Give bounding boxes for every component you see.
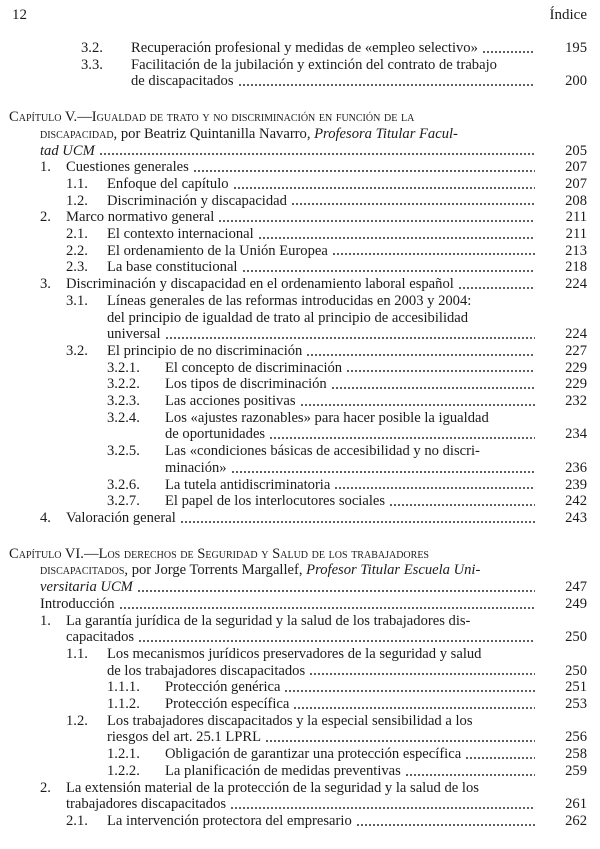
toc-entry[interactable] xyxy=(0,713,600,746)
chapter-v-heading[interactable] xyxy=(0,109,600,159)
entry-body xyxy=(107,243,587,260)
entry-title-last-line xyxy=(66,276,587,293)
entry-title: Discriminación y discapacidad en el ordenamiento laboral español xyxy=(66,276,454,293)
entry-title: Cuestiones generales xyxy=(66,159,189,176)
entry-number: 1.1. xyxy=(66,645,88,662)
entry-body xyxy=(66,510,587,527)
toc-entry[interactable] xyxy=(0,443,600,476)
entry-title-line: Facilitación de la jubilación y extinción del contrato de trabajo xyxy=(131,56,497,73)
chapter-title: Capítulo V.—Igualdad de trato y no discriminación en función de la xyxy=(9,109,415,126)
chapter-last-line xyxy=(9,143,587,160)
entry-title-last-line xyxy=(66,209,587,226)
dot-leader xyxy=(119,598,535,610)
chapter-author-role-continued: versitaria UCM xyxy=(40,579,133,596)
previous-chapter-tail xyxy=(0,40,600,90)
entry-title: de discapacitados xyxy=(131,73,234,90)
entry-page: 227 xyxy=(565,342,587,359)
chapter-author: , por Beatriz Quintanilla Navarro, xyxy=(113,125,315,142)
entry-title-last-line xyxy=(107,326,587,343)
entry-title-last-line xyxy=(107,193,587,210)
dot-leader xyxy=(293,698,535,710)
entry-title-line: La garantía jurídica de la seguridad y la salud de los trabajadores dis- xyxy=(66,612,471,629)
entry-title-last-line xyxy=(107,813,587,830)
entry-body xyxy=(165,393,587,410)
entry-page: 200 xyxy=(565,73,587,90)
toc-entry[interactable] xyxy=(0,226,600,243)
dot-leader xyxy=(231,462,535,474)
entry-body xyxy=(107,713,587,746)
entry-title-last-line xyxy=(107,176,587,193)
chapter-title-line xyxy=(9,109,587,126)
entry-number: 1.2. xyxy=(66,192,88,209)
entry-page: 236 xyxy=(565,459,587,476)
entry-page: 243 xyxy=(565,509,587,526)
entry-title-line: Líneas generales de las reformas introducidas en 2003 y 2004: xyxy=(107,292,472,309)
dot-leader xyxy=(389,495,535,507)
entry-title-last-line xyxy=(107,343,587,360)
entry-title-last-line xyxy=(131,73,587,90)
entry-title: El papel de los interlocutores sociales xyxy=(165,493,386,510)
toc-entry[interactable] xyxy=(0,510,600,527)
entry-page: 224 xyxy=(565,276,587,293)
entry-number: 1.1.1. xyxy=(107,679,140,696)
entry-title: trabajadores discapacitados xyxy=(66,796,227,813)
dot-leader xyxy=(218,211,535,223)
entry-body xyxy=(40,596,587,613)
entry-title-last-line xyxy=(40,596,587,613)
chapter-author-role-continued: tad UCM xyxy=(40,142,95,159)
entry-body xyxy=(107,293,587,343)
entry-title-last-line xyxy=(107,663,587,680)
entry-body xyxy=(165,410,587,443)
toc-entry[interactable] xyxy=(0,293,600,343)
entry-body xyxy=(66,780,587,813)
entry-title: Discriminación y discapacidad xyxy=(107,192,287,209)
entry-title: de oportunidades xyxy=(165,426,266,443)
entry-number: 2. xyxy=(40,779,51,796)
entry-number: 3.2.7. xyxy=(107,493,140,510)
toc-entry[interactable] xyxy=(0,376,600,393)
entry-number: 1. xyxy=(40,612,51,629)
toc-entry[interactable] xyxy=(0,343,600,360)
chapter-title-line xyxy=(9,546,587,563)
dot-leader xyxy=(291,194,535,206)
entry-title: El contexto internacional xyxy=(107,226,254,243)
entry-title: Recuperación profesional y medidas de «empleo selectivo» xyxy=(131,40,478,56)
entry-body xyxy=(165,443,587,476)
dot-leader xyxy=(306,345,535,357)
entry-number: 3.1. xyxy=(66,292,88,309)
entry-title: La tutela antidiscriminatoria xyxy=(165,476,331,493)
entry-title-last-line xyxy=(131,40,587,57)
dot-leader xyxy=(138,631,535,643)
dot-leader xyxy=(309,664,535,676)
toc-entry[interactable] xyxy=(0,763,600,780)
chapter-leader-line xyxy=(40,579,587,596)
entry-number: 4. xyxy=(40,509,51,526)
toc-entry[interactable] xyxy=(0,613,600,646)
chapter-author-line xyxy=(9,126,587,143)
entry-body xyxy=(165,493,587,510)
chapter-title-continued: discapacidad xyxy=(40,125,114,142)
dot-leader xyxy=(238,75,535,87)
entry-page: 229 xyxy=(565,376,587,393)
toc-entry[interactable] xyxy=(0,40,600,57)
entry-body xyxy=(165,746,587,763)
chapter-vi-entries xyxy=(0,596,600,830)
entry-body xyxy=(131,57,587,90)
toc-entry[interactable] xyxy=(0,209,600,226)
entry-title: Enfoque del capítulo xyxy=(107,175,229,192)
entry-title: La intervención protectora del empresario xyxy=(107,812,352,829)
entry-body xyxy=(107,646,587,679)
chapter-last-line xyxy=(9,579,587,596)
entry-title-last-line xyxy=(107,243,587,260)
toc-entry[interactable] xyxy=(0,679,600,696)
entry-title-last-line xyxy=(165,376,587,393)
chapter-author-role: Profesor Titular Escuela Uni- xyxy=(306,562,481,579)
entry-title: capacitados xyxy=(66,629,135,646)
dot-leader xyxy=(331,378,535,390)
entry-title-last-line xyxy=(165,763,587,780)
entry-page: 251 xyxy=(565,679,587,696)
entry-title: Las acciones positivas xyxy=(165,393,296,410)
entry-title: Obligación de garantizar una protección específica xyxy=(165,746,462,763)
toc-entry[interactable] xyxy=(0,410,600,443)
dot-leader xyxy=(300,395,536,407)
dot-leader xyxy=(137,581,535,593)
toc-entry[interactable] xyxy=(0,159,600,176)
chapter-vi-heading[interactable] xyxy=(0,546,600,596)
dot-leader xyxy=(165,328,536,340)
toc-entry[interactable] xyxy=(0,493,600,510)
entry-title: universal xyxy=(107,326,161,343)
dot-leader xyxy=(193,161,535,173)
toc-entry[interactable] xyxy=(0,243,600,260)
dot-leader xyxy=(233,178,535,190)
entry-body xyxy=(107,193,587,210)
chapter-page: 205 xyxy=(565,142,587,159)
entry-number: 3.2. xyxy=(66,342,88,359)
entry-number: 3.2.4. xyxy=(107,409,140,426)
entry-title: riesgos del art. 25.1 LPRL xyxy=(107,729,262,746)
entry-number: 3.2.6. xyxy=(107,476,140,493)
entry-title-last-line xyxy=(165,679,587,696)
dot-leader xyxy=(356,815,535,827)
dot-leader xyxy=(230,798,535,810)
entry-title-last-line xyxy=(107,226,587,243)
entry-title-line: La extensión material de la protección de la seguridad y la salud de los xyxy=(66,779,479,796)
entry-number: 1.2.2. xyxy=(107,762,140,779)
entry-page: 213 xyxy=(565,242,587,259)
entry-body xyxy=(66,276,587,293)
dot-leader xyxy=(265,731,535,743)
entry-page: 261 xyxy=(565,796,587,813)
entry-number: 3.2.3. xyxy=(107,393,140,410)
dot-leader xyxy=(458,278,535,290)
dot-leader xyxy=(332,244,535,256)
entry-number: 1.2. xyxy=(66,712,88,729)
entry-page: 218 xyxy=(565,259,587,276)
entry-number: 2. xyxy=(40,209,51,226)
entry-number: 1.1. xyxy=(66,175,88,192)
entry-body xyxy=(165,696,587,713)
chapter-author-line xyxy=(9,562,587,579)
entry-body xyxy=(107,259,587,276)
entry-number: 3.2.5. xyxy=(107,443,140,460)
entry-page: 211 xyxy=(565,226,587,243)
entry-body xyxy=(107,176,587,193)
entry-page: 253 xyxy=(565,696,587,713)
entry-page: 232 xyxy=(565,393,587,410)
entry-title: de los trabajadores discapacitados xyxy=(107,662,306,679)
running-head xyxy=(12,6,587,24)
entry-title: El ordenamiento de la Unión Europea xyxy=(107,242,328,259)
entry-number: 2.2. xyxy=(66,242,88,259)
entry-title-line: Los mecanismos jurídicos preservadores de la seguridad y salud xyxy=(107,645,482,662)
entry-title: Los tipos de discriminación xyxy=(165,376,327,393)
entry-body xyxy=(107,813,587,830)
toc-entry[interactable] xyxy=(0,393,600,410)
entry-title-line: Las «condiciones básicas de accesibilidad y no discri- xyxy=(165,443,480,460)
entry-page: 234 xyxy=(565,426,587,443)
entry-number: 1.1.2. xyxy=(107,696,140,713)
entry-number: 2.1. xyxy=(66,812,88,829)
entry-page: 207 xyxy=(565,159,587,176)
chapter-v-entries xyxy=(0,159,600,526)
dot-leader xyxy=(482,42,535,54)
dot-leader xyxy=(258,228,535,240)
entry-title-last-line xyxy=(165,460,587,477)
chapter-author: , por Jorge Torrents Margallef, xyxy=(124,562,307,579)
toc-entry[interactable] xyxy=(0,360,600,377)
entry-number: 1.2.1. xyxy=(107,746,140,763)
entry-title-last-line xyxy=(66,629,587,646)
entry-body xyxy=(165,763,587,780)
entry-title: La base constitucional xyxy=(107,259,238,276)
dot-leader xyxy=(465,748,535,760)
entry-body xyxy=(165,477,587,494)
entry-page: 242 xyxy=(565,493,587,510)
entry-body xyxy=(66,613,587,646)
entry-number: 3.2. xyxy=(81,40,103,56)
entry-body xyxy=(107,343,587,360)
entry-page: 207 xyxy=(565,175,587,192)
toc-entry[interactable] xyxy=(0,646,600,679)
chapter-title-continued: discapacitados xyxy=(40,562,125,579)
dot-leader xyxy=(284,681,535,693)
entry-title-last-line xyxy=(107,729,587,746)
dot-leader xyxy=(346,361,535,373)
page-number: 12 xyxy=(12,7,27,23)
entry-title: Valoración general xyxy=(66,509,176,526)
toc-entry[interactable] xyxy=(0,813,600,830)
entry-title: Protección genérica xyxy=(165,679,281,696)
entry-title: El concepto de discriminación xyxy=(165,359,343,376)
toc-entry[interactable] xyxy=(0,696,600,713)
entry-title: minación» xyxy=(165,459,227,476)
entry-page: 208 xyxy=(565,192,587,209)
entry-title-last-line xyxy=(107,259,587,276)
chapter-page: 247 xyxy=(565,579,587,596)
entry-page: 256 xyxy=(565,729,587,746)
entry-title: Marco normativo general xyxy=(66,209,215,226)
toc-entry[interactable] xyxy=(0,276,600,293)
entry-number: 3.2.2. xyxy=(107,376,140,393)
entry-body xyxy=(165,360,587,377)
entry-title-last-line xyxy=(165,746,587,763)
entry-page: 250 xyxy=(565,629,587,646)
entry-title-last-line xyxy=(66,159,587,176)
toc-entry[interactable] xyxy=(0,176,600,193)
table-of-contents xyxy=(0,40,600,830)
dot-leader xyxy=(269,428,535,440)
entry-page: 262 xyxy=(565,812,587,829)
chapter-leader-line xyxy=(40,143,587,160)
entry-title: Introducción xyxy=(40,595,115,612)
toc-entry[interactable] xyxy=(0,596,600,613)
dot-leader xyxy=(99,144,535,156)
entry-title-last-line xyxy=(165,426,587,443)
entry-page: 195 xyxy=(565,40,587,56)
entry-page: 250 xyxy=(565,662,587,679)
entry-title-line: Los trabajadores discapacitados y la especial sensibilidad a los xyxy=(107,712,473,729)
entry-number: 3.3. xyxy=(81,56,103,73)
toc-entry[interactable] xyxy=(0,57,600,90)
running-title: Índice xyxy=(549,7,587,23)
toc-entry[interactable] xyxy=(0,193,600,210)
entry-number: 1. xyxy=(40,159,51,176)
entry-title-line: Los «ajustes razonables» para hacer posible la igualdad xyxy=(165,409,489,426)
dot-leader xyxy=(242,261,536,273)
toc-entry[interactable] xyxy=(0,746,600,763)
entry-body xyxy=(66,159,587,176)
chapter-title: Capítulo VI.—Los derechos de Seguridad y Salud de los trabajadores xyxy=(9,545,429,562)
entry-title: La planificación de medidas preventivas xyxy=(165,762,401,779)
entry-body xyxy=(66,209,587,226)
entry-page: 239 xyxy=(565,476,587,493)
entry-page: 211 xyxy=(565,209,587,226)
entry-title-last-line xyxy=(66,796,587,813)
entry-body xyxy=(131,40,587,57)
entry-body xyxy=(165,376,587,393)
toc-entry[interactable] xyxy=(0,477,600,494)
dot-leader xyxy=(334,478,535,490)
entry-title-line: del principio de igualdad de trato al principio de accesibilidad xyxy=(107,309,469,326)
entry-number: 2.1. xyxy=(66,226,88,243)
entry-number: 3.2.1. xyxy=(107,359,140,376)
entry-title-last-line xyxy=(165,393,587,410)
entry-page: 259 xyxy=(565,762,587,779)
entry-page: 249 xyxy=(565,595,587,612)
entry-title: Protección específica xyxy=(165,696,290,713)
entry-body xyxy=(165,679,587,696)
entry-title-last-line xyxy=(66,510,587,527)
entry-title: El principio de no discriminación xyxy=(107,342,303,359)
entry-title-last-line xyxy=(165,696,587,713)
toc-entry[interactable] xyxy=(0,780,600,813)
entry-body xyxy=(107,226,587,243)
entry-page: 229 xyxy=(565,359,587,376)
toc-entry[interactable] xyxy=(0,259,600,276)
entry-number: 3. xyxy=(40,276,51,293)
entry-title-last-line xyxy=(165,477,587,494)
dot-leader xyxy=(180,512,535,524)
dot-leader xyxy=(405,765,535,777)
entry-page: 258 xyxy=(565,746,587,763)
entry-number: 2.3. xyxy=(66,259,88,276)
entry-title-last-line xyxy=(165,493,587,510)
entry-page: 224 xyxy=(565,326,587,343)
entry-title-last-line xyxy=(165,360,587,377)
chapter-author-role: Profesora Titular Facul- xyxy=(314,125,458,142)
